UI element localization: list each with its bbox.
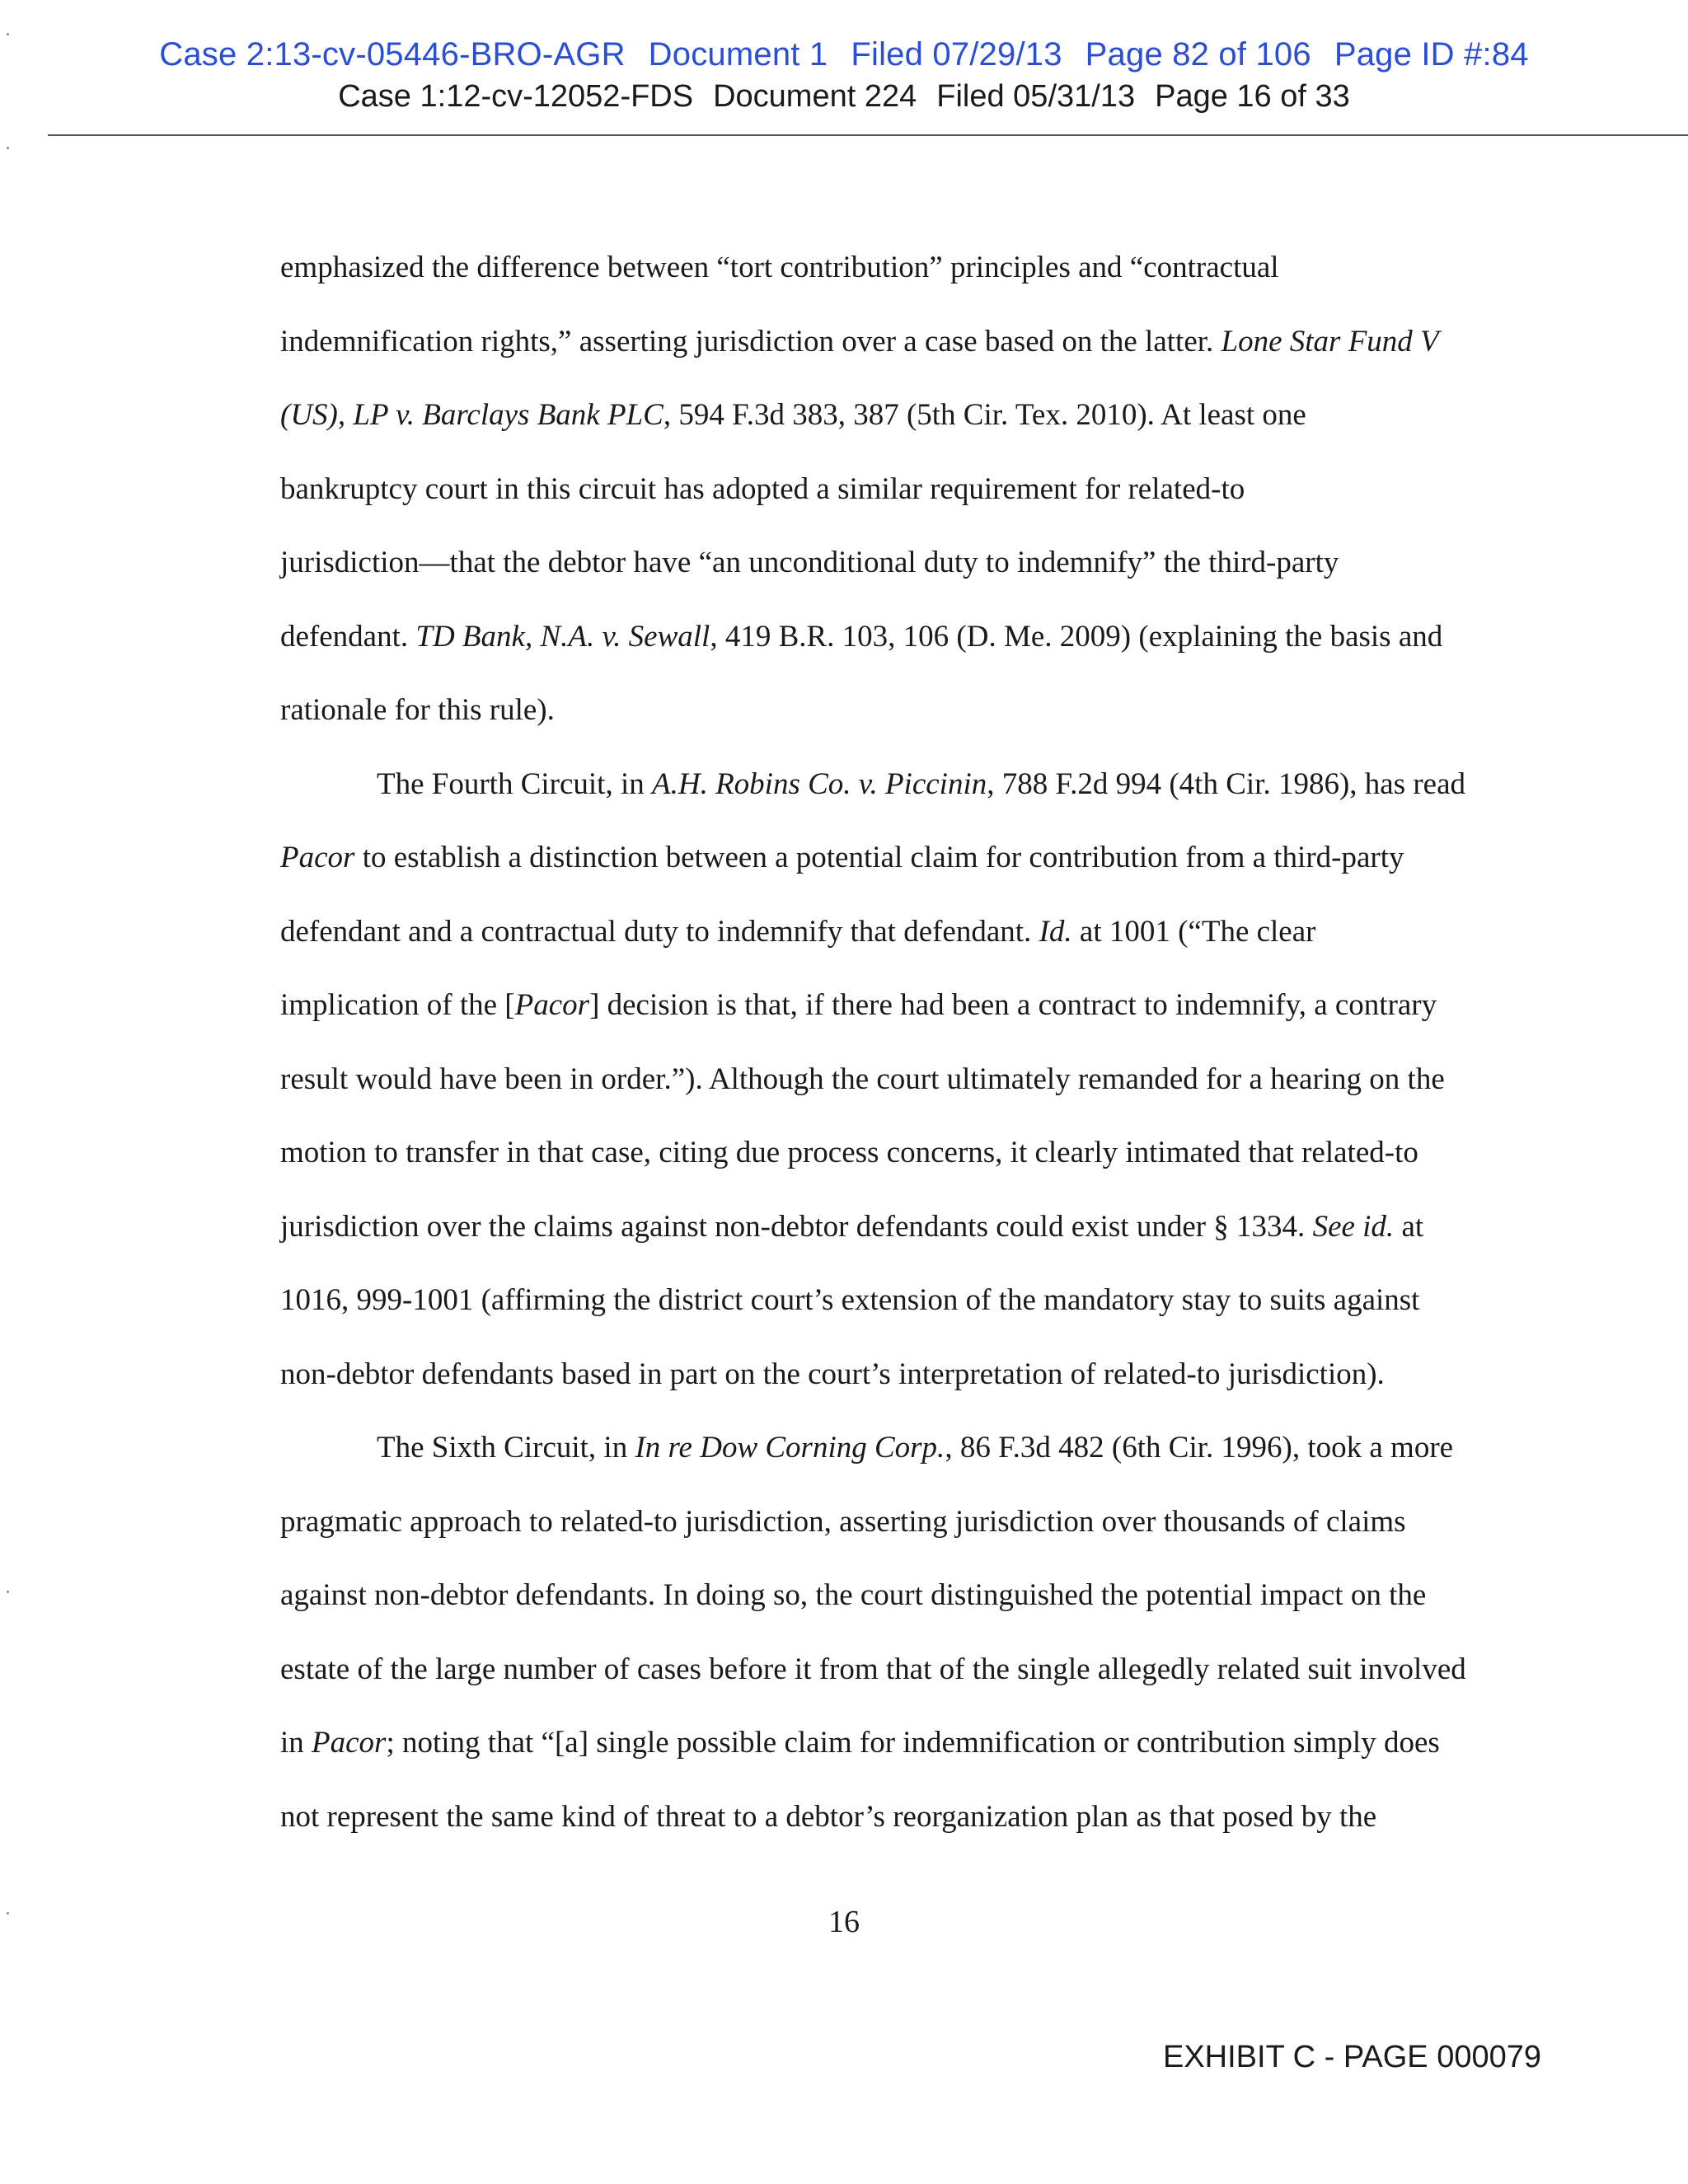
text-line: non-debtor defendants based in part on the court’s interpretation of related-to jurisdiction). (280, 1357, 1385, 1391)
text-line: 1016, 999-1001 (affirming the district court’s extension of the mandatory stay to suits against (280, 1283, 1420, 1317)
case-citation: In re Dow Corning Corp. (635, 1431, 945, 1465)
page-number: 16 (828, 1905, 860, 1939)
filing-stamp-header (0, 36, 1688, 73)
original-document-number: Document 224 (713, 79, 917, 114)
case-citation: Lone Star Fund V (1221, 324, 1439, 359)
case-citation: See id. (1312, 1209, 1395, 1244)
stamp-page-id: Page ID #:84 (1334, 36, 1529, 73)
stamp-filed-date: Filed 07/29/13 (851, 36, 1062, 73)
original-filing-header (0, 79, 1688, 115)
text-line: jurisdiction—that the debtor have “an unconditional duty to indemnify” the third-party (280, 546, 1339, 579)
text-line: pragmatic approach to related-to jurisdiction, asserting jurisdiction over thousands of claims (280, 1504, 1406, 1539)
text-line: motion to transfer in that case, citing due process concerns, it clearly intimated that related-to (280, 1136, 1418, 1169)
scan-speck (7, 33, 9, 35)
scan-speck (7, 1912, 9, 1915)
text-line: The Sixth Circuit, in In re Dow Corning Corp., 86 F.3d 482 (6th Cir. 1996), took a more (377, 1431, 1454, 1465)
text-line: Pacor to establish a distinction between a potential claim for contribution from a third-party (280, 841, 1404, 874)
scan-speck (7, 1591, 9, 1593)
header-divider (48, 134, 1688, 136)
original-case-number: Case 1:12-cv-12052-FDS (338, 79, 694, 114)
text-line: emphasized the difference between “tort contribution” principles and “contractual (280, 251, 1279, 284)
case-citation: Id. (1039, 914, 1072, 949)
paragraph-1 (280, 231, 1541, 748)
text-line: jurisdiction over the claims against non-debtor defendants could exist under § 1334. See id. at (280, 1209, 1424, 1244)
exhibit-stamp: EXHIBIT C - PAGE 000079 (1162, 2040, 1541, 2074)
original-page-count: Page 16 of 33 (1155, 79, 1350, 114)
case-citation: Pacor (312, 1726, 387, 1760)
text-line: bankruptcy court in this circuit has adopted a similar requirement for related-to (280, 471, 1245, 506)
case-citation: Pacor (514, 988, 590, 1022)
text-line: result would have been in order.”). Although the court ultimately remanded for a hearing on the (280, 1062, 1445, 1096)
text-line: estate of the large number of cases before it from that of the single allegedly related suit involved (280, 1652, 1466, 1686)
text-line: not represent the same kind of threat to a debtor’s reorganization plan as that posed by the (280, 1799, 1377, 1834)
original-filed-date: Filed 05/31/13 (936, 79, 1136, 114)
scan-speck (7, 147, 9, 149)
text-line: defendant. TD Bank, N.A. v. Sewall, 419 B.R. 103, 106 (D. Me. 2009) (explaining the basis and (280, 619, 1443, 654)
text-line: The Fourth Circuit, in A.H. Robins Co. v. Piccinin, 788 F.2d 994 (4th Cir. 1986), has read (377, 766, 1466, 801)
stamp-document-number: Document 1 (648, 36, 828, 73)
body-text (280, 231, 1541, 1854)
stamp-case-number: Case 2:13-cv-05446-BRO-AGR (159, 36, 626, 73)
paragraph-3 (280, 1411, 1541, 1854)
text-line: (US), LP v. Barclays Bank PLC, 594 F.3d 383, 387 (5th Cir. Tex. 2010). At least one (280, 398, 1306, 432)
case-citation: (US), LP v. Barclays Bank PLC (280, 398, 663, 432)
text-line: indemnification rights,” asserting jurisdiction over a case based on the latter. Lone Star Fund V (280, 324, 1439, 359)
stamp-page-count: Page 82 of 106 (1085, 36, 1311, 73)
case-citation: TD Bank, N.A. v. Sewall (415, 619, 710, 654)
text-line: in Pacor; noting that “[a] single possible claim for indemnification or contribution simply does (280, 1726, 1440, 1760)
text-line: rationale for this rule). (280, 693, 555, 727)
paragraph-2 (280, 748, 1541, 1412)
text-line: implication of the [Pacor] decision is that, if there had been a contract to indemnify, a contrary (280, 988, 1437, 1022)
case-citation: Pacor (280, 841, 355, 874)
case-citation: A.H. Robins Co. v. Piccinin (652, 766, 987, 801)
text-line: against non-debtor defendants. In doing so, the court distinguished the potential impact on the (280, 1578, 1427, 1612)
text-line: defendant and a contractual duty to indemnify that defendant. Id. at 1001 (“The clear (280, 914, 1316, 949)
